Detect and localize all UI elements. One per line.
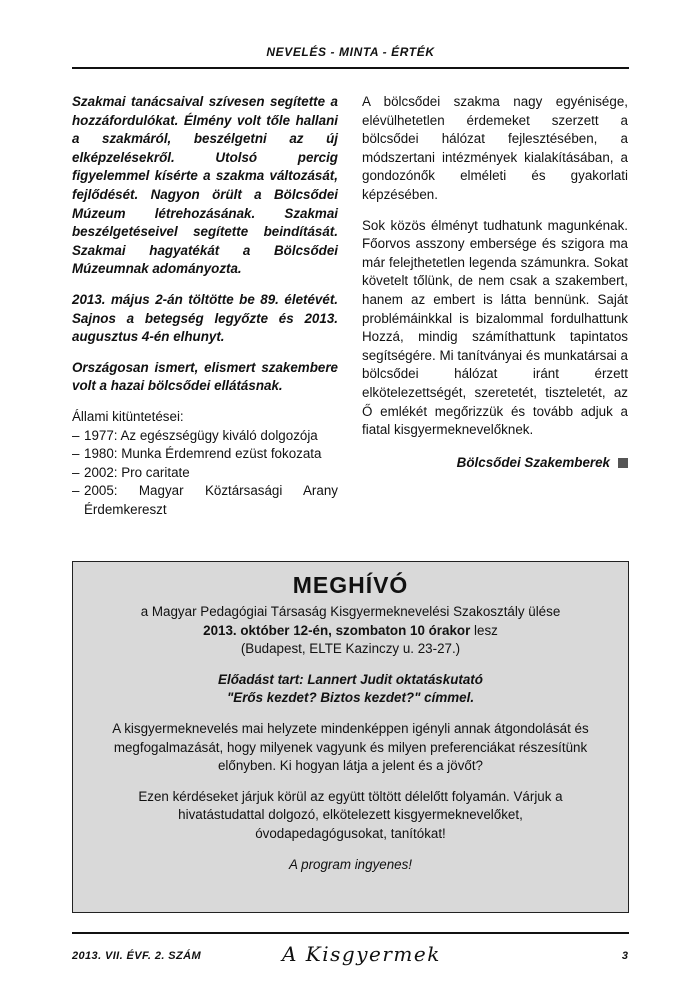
header-divider	[72, 67, 629, 69]
award-item: – 2002: Pro caritate	[72, 464, 338, 483]
right-paragraph-1: A bölcsődei szakma nagy egyénisége, elévülhetetlen érdemeket szerzett a bölcsődei hálózat fejlesztésében, a módszertani intézmények kialakításában, a gondozónők elméleti és gyakorlati képzésében.	[362, 94, 628, 202]
invitation-free-note: A program ingyenes!	[288, 856, 413, 872]
left-paragraph-2: 2013. május 2-án töltötte be 89. életévét. Sajnos a betegség legyőzte és 2013. augusztus 4-én elhunyt.	[72, 291, 338, 345]
invitation-date-tail: lesz	[470, 622, 498, 638]
invitation-title: MEGHÍVÓ	[292, 572, 409, 598]
right-column	[362, 93, 628, 472]
awards-list	[72, 427, 338, 520]
left-column	[72, 93, 338, 519]
invitation-intro: a Magyar Pedagógiai Társaság Kisgyermeknevelési Szakosztály ülése	[140, 604, 561, 619]
issue-info: 2013. VII. ÉVF. 2. SZÁM	[72, 950, 202, 962]
magazine-title: A Kisgyermek	[282, 942, 441, 966]
signature-text: Bölcsődei Szakemberek	[456, 454, 610, 470]
signature	[362, 454, 628, 473]
footer-divider	[72, 932, 629, 934]
right-paragraph-2: Sok közös élményt tudhatunk magunkénak. Főorvos asszony embersége és szigora ma már felejthetetlen legenda számunkra. Sokat követelt tőlünk, de nem csak a szakembert, hanem az embert is látta bennünk. Saját problémáinkkal is bizalommal fordulhattunk Hozzá, mindig számíthattunk tapintatos segítségére. Mi tanítványai és munkatársai a bölcsődei hálózat iránt érzett elkötelezettségét, szeretetét, tiszteletét, az Ő emlékét megőrizzük és tovább adjuk a fiatal kisgyermeknevelőknek.	[362, 217, 628, 438]
page-number: 3	[621, 950, 628, 962]
invitation-date-bold: 2013. október 12-én, szombaton 10 órakor	[203, 622, 471, 638]
awards-title: Állami kitüntetései:	[72, 408, 184, 424]
left-paragraph-3: Országosan ismert, elismert szakembere volt a hazai bölcsődei ellátásnak.	[72, 359, 338, 394]
invitation-paragraph-2: Ezen kérdéseket járjuk körül az együtt töltött délelőtt folyamán. Várjuk a hivatástudattal dolgozó, elkötelezett kisgyermeknevelőket, óvodapedagógusokat, tanítókat!	[138, 788, 563, 841]
invitation-talk-title: "Erős kezdet? Biztos kezdet?" címmel.	[226, 690, 475, 706]
invitation-location: (Budapest, ELTE Kazinczy u. 23-27.)	[240, 641, 461, 657]
end-mark-icon	[618, 458, 628, 468]
invitation-paragraph-1: A kisgyermeknevelés mai helyzete mindenképpen igényli annak átgondolását és megfogalmazását, hogy milyenek vagyunk és milyen preferenciákat részesítünk előnyben. Ki hogyan látja a jelent és a jövőt?	[112, 720, 589, 774]
invitation-box	[72, 561, 629, 913]
running-header: NEVELÉS - MINTA - ÉRTÉK	[266, 45, 435, 59]
award-item: – 2005: Magyar Köztársasági Arany Érdemkereszt	[72, 482, 338, 519]
left-paragraph-1: Szakmai tanácsaival szívesen segítette a hozzáfordulókat. Élmény volt tőle hallani a szakmáról, beszélgetni az új elképzelésekről. Utolsó percig figyelemmel kísérte a szakma változását, fejlődését. Nagyon örült a Bölcsődei Múzeum létrehozásának. Szakmai beszélgetéseivel segítette beindítását. Szakmai hagyatékát a Bölcsődei Múzeumnak adományozta.	[72, 94, 338, 277]
invitation-date	[73, 622, 628, 641]
award-item: – 1980: Munka Érdemrend ezüst fokozata	[72, 445, 338, 464]
invitation-speaker: Előadást tart: Lannert Judit oktatáskutató	[218, 671, 483, 687]
award-item: – 1977: Az egészségügy kiváló dolgozója	[72, 427, 338, 446]
